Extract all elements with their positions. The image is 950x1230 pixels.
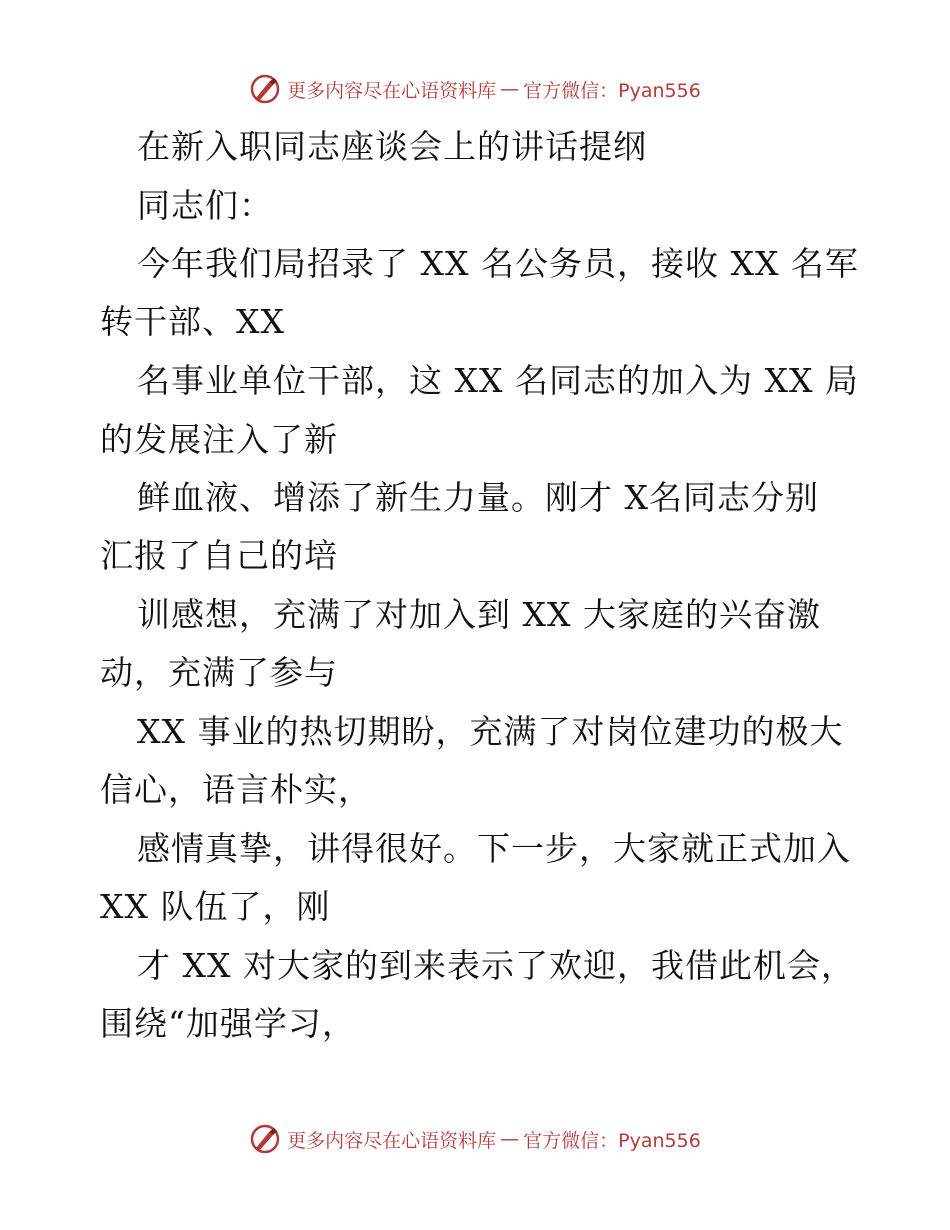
body-line: 信心，语言朴实， <box>100 770 372 809</box>
watermark-wechat: 官方微信：Pyan556 <box>523 1129 701 1152</box>
body-line: 才 XX 对大家的到来表示了欢迎，我借此机会， <box>137 946 855 985</box>
body-line: 围绕“加强学习， <box>100 1004 356 1043</box>
watermark-wechat: 官方微信：Pyan556 <box>523 79 701 102</box>
body-line: 感情真挚，讲得很好。下一步，大家就正式加入 <box>137 829 851 868</box>
document-title: 在新入职同志座谈会上的讲话提纲 <box>137 127 647 166</box>
watermark-separator: — <box>500 78 520 100</box>
pen-logo-icon <box>249 73 281 105</box>
body-line: 今年我们局招录了 XX 名公务员，接收 XX 名军 <box>137 244 859 283</box>
body-line: 鲜血液、增添了新生力量。刚才 X名同志分别 <box>137 478 819 517</box>
watermark-text: 更多内容尽在心语资料库 <box>287 1129 497 1152</box>
body-line: 转干部、XX <box>100 302 285 341</box>
body-line: 训感想，充满了对加入到 XX 大家庭的兴奋激 <box>137 595 821 634</box>
body-line: 动，充满了参与 <box>100 653 338 692</box>
watermark-text: 更多内容尽在心语资料库 <box>287 79 497 102</box>
footer-watermark <box>0 1123 950 1155</box>
body-line: 汇报了自己的培 <box>100 536 338 575</box>
salutation: 同志们： <box>137 186 273 225</box>
body-line: XX 事业的热切期盼，充满了对岗位建功的极大 <box>137 712 844 751</box>
header-watermark <box>0 73 950 105</box>
body-line: XX 队伍了，刚 <box>100 887 331 926</box>
watermark-separator: — <box>500 1128 520 1150</box>
body-line: 名事业单位干部，这 XX 名同志的加入为 XX 局 <box>137 361 859 400</box>
pen-logo-icon <box>249 1123 281 1155</box>
body-line: 的发展注入了新 <box>100 420 338 459</box>
